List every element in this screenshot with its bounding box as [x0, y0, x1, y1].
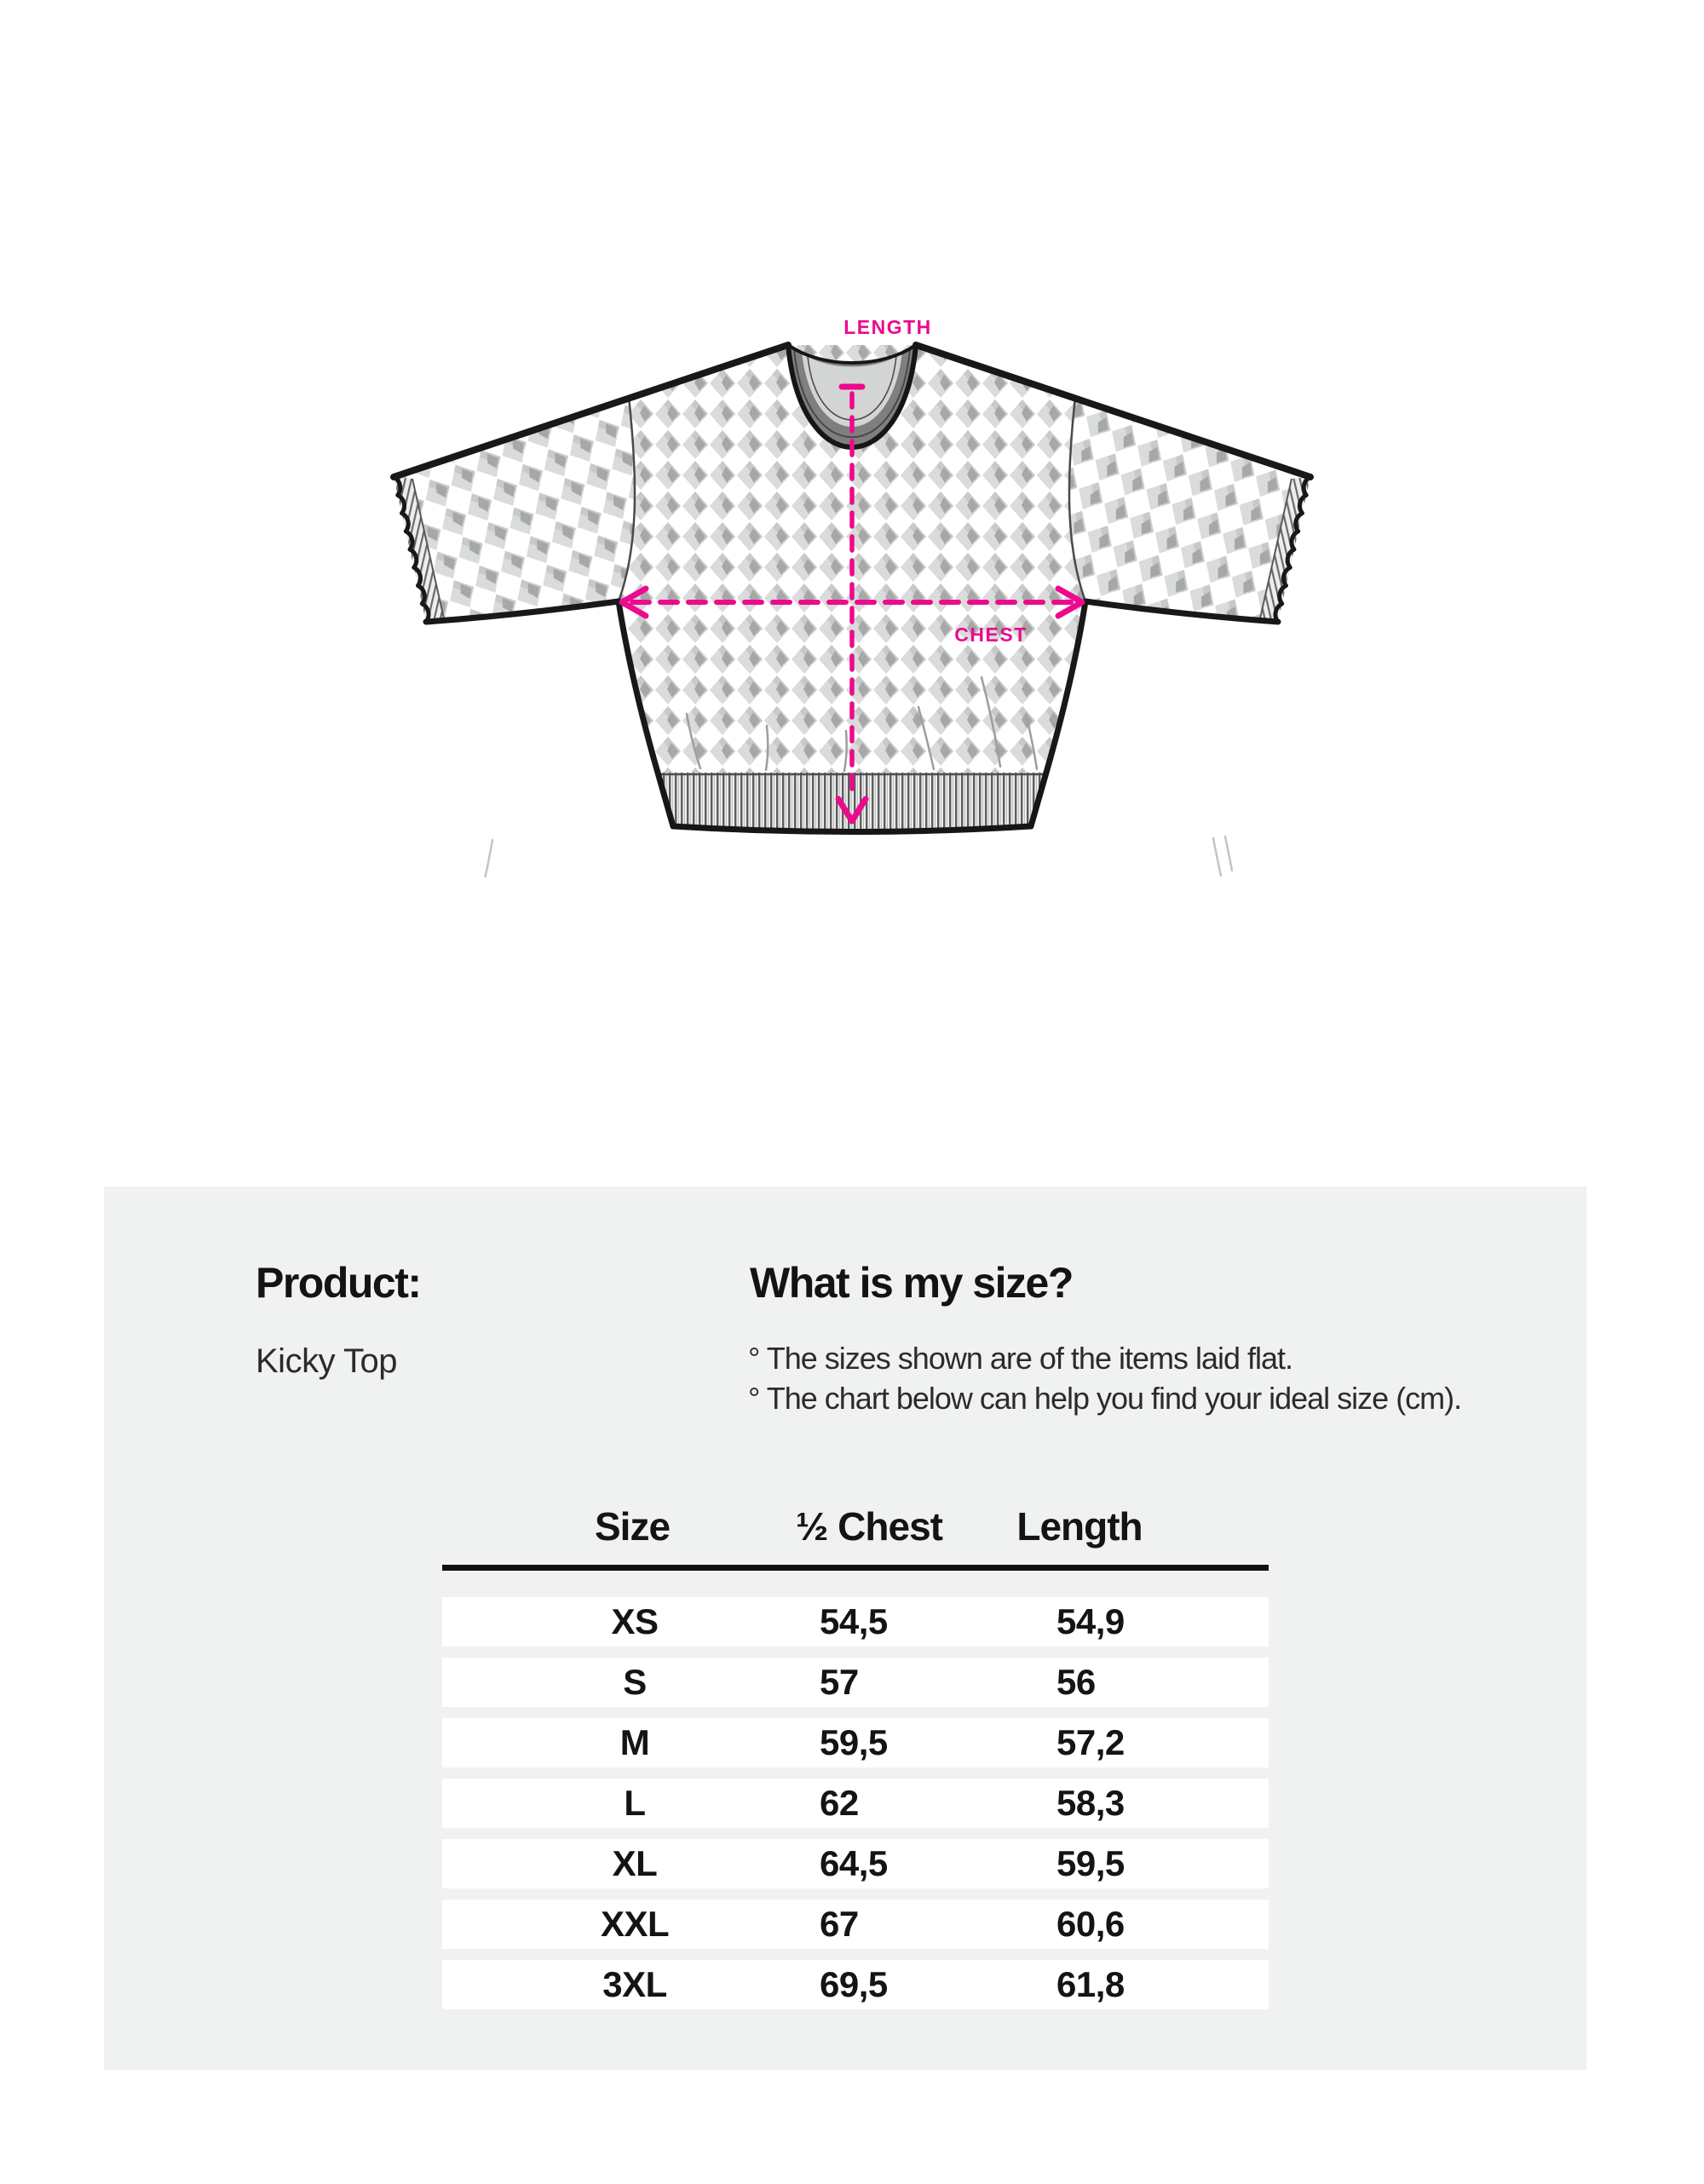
- chest-cell: 54,5: [820, 1601, 888, 1641]
- chest-cell: 62: [820, 1783, 859, 1823]
- table-row-3xl: [442, 1960, 1269, 2009]
- table-row-l: [442, 1779, 1269, 1828]
- table-row-s: [442, 1658, 1269, 1707]
- size-cell: XL: [612, 1843, 658, 1883]
- length-cell: 54,9: [1056, 1601, 1125, 1641]
- table-row-xl: [442, 1839, 1269, 1888]
- table-row-m: [442, 1718, 1269, 1767]
- col-header-half-chest: ½ Chest: [796, 1504, 942, 1549]
- size-cell: S: [623, 1662, 647, 1702]
- chest-cell: 64,5: [820, 1843, 888, 1883]
- note-line-2: ° The chart below can help you find your ideal size (cm).: [748, 1381, 1462, 1416]
- length-cell: 56: [1056, 1662, 1096, 1702]
- chest-cell: 57: [820, 1662, 859, 1702]
- sizing-notes: [748, 1338, 1461, 1418]
- product-heading: Product:: [256, 1259, 421, 1307]
- size-cell: L: [624, 1783, 646, 1823]
- length-label: LENGTH: [843, 316, 932, 338]
- size-cell: M: [619, 1722, 650, 1762]
- product-name: Kicky Top: [256, 1342, 397, 1380]
- length-cell: 57,2: [1056, 1722, 1125, 1762]
- table-row-xs: [442, 1597, 1269, 1647]
- size-cell: 3XL: [602, 1964, 667, 2004]
- chest-cell: 67: [820, 1904, 859, 1944]
- col-header-size: Size: [594, 1504, 671, 1549]
- table-row-xxl: [442, 1900, 1269, 1949]
- size-question-heading: What is my size?: [750, 1259, 1073, 1307]
- sketch-marks: [485, 836, 1232, 877]
- size-cell: XS: [611, 1601, 659, 1641]
- length-cell: 60,6: [1056, 1904, 1125, 1944]
- info-panel: [104, 1187, 1586, 2070]
- length-cell: 58,3: [1056, 1783, 1125, 1823]
- col-header-length: Length: [1016, 1504, 1143, 1549]
- table-header-rule: [442, 1565, 1269, 1571]
- length-cell: 61,8: [1056, 1964, 1125, 2004]
- length-cell: 59,5: [1056, 1843, 1125, 1883]
- garment-size-diagram: [324, 281, 1380, 877]
- chest-label: CHEST: [954, 624, 1028, 646]
- size-cell: XXL: [601, 1904, 670, 1944]
- chest-cell: 69,5: [820, 1964, 888, 2004]
- note-line-1: ° The sizes shown are of the items laid flat.: [748, 1341, 1293, 1376]
- chest-cell: 59,5: [820, 1722, 888, 1762]
